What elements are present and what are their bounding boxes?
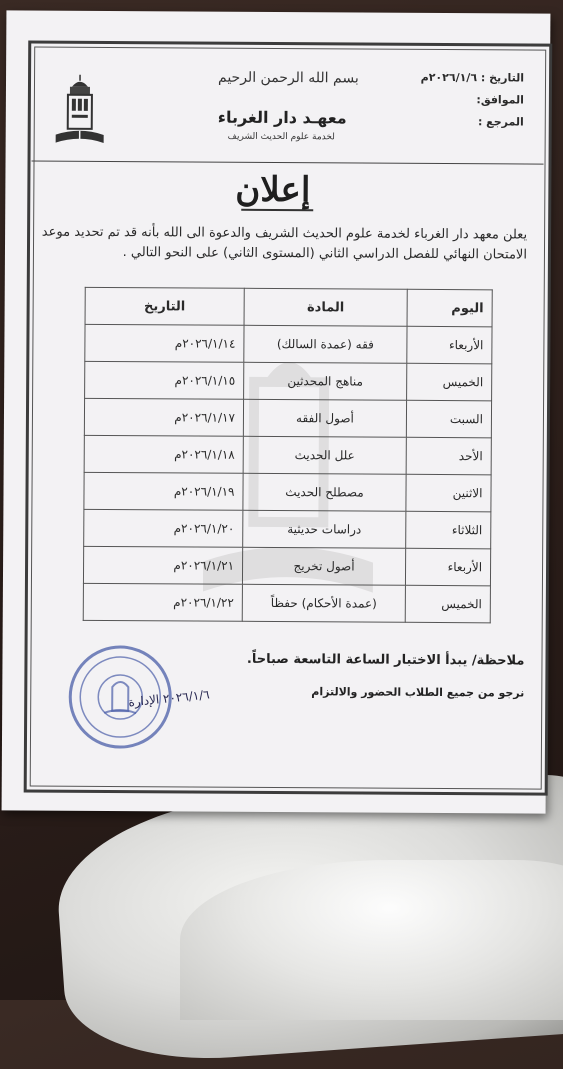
row-date: ٢٠٢٦/١/٢٠م: [84, 509, 243, 547]
row-subject: أصول تخريج: [242, 547, 405, 585]
row-subject: أصول الفقه: [243, 399, 406, 437]
background-cloth-fold: [180, 860, 563, 1020]
row-date: ٢٠٢٦/١/٢٢م: [83, 583, 242, 621]
exam-schedule-table: [83, 287, 493, 623]
institute-name: معهـد دار الغرباء: [217, 107, 347, 128]
row-day: الثلاثاء: [406, 511, 491, 549]
table-row: [84, 435, 491, 474]
date-label: التاريخ :: [480, 71, 525, 85]
basmala: بسم الله الرحمن الرحيم: [217, 69, 359, 87]
table-header-row: [85, 287, 492, 326]
row-day: الخميس: [407, 363, 492, 401]
row-subject: فقه (عمدة السالك): [244, 325, 407, 363]
exam-time-note: ملاحظة/ يبدأ الاختبار الساعة التاسعة صباحاً.: [246, 651, 525, 669]
attendance-request: نرجو من جميع الطلاب الحضور والالتزام: [311, 685, 525, 700]
announcement-title: إعلان: [235, 169, 311, 211]
table-row: [83, 583, 490, 622]
header-day: اليوم: [407, 289, 492, 327]
row-date: ٢٠٢٦/١/١٤م: [85, 324, 244, 362]
row-date: ٢٠٢٦/١/٢١م: [83, 546, 242, 584]
row-date: ٢٠٢٦/١/١٧م: [84, 398, 243, 436]
table-row: [83, 546, 490, 585]
header-subject: المادة: [244, 288, 407, 326]
row-date: ٢٠٢٦/١/١٥م: [85, 361, 244, 399]
institute-subtitle: لخدمة علوم الحديث الشريف: [227, 131, 335, 143]
table-row: [85, 324, 492, 363]
table-row: [85, 361, 492, 400]
table-row: [84, 472, 491, 511]
row-day: الاثنين: [406, 474, 491, 512]
corresponding-label: الموافق:: [476, 93, 524, 107]
table-row: [84, 509, 491, 548]
row-day: السبت: [406, 400, 491, 438]
reference-label: المرجع :: [477, 115, 524, 129]
row-day: الخميس: [405, 585, 490, 623]
row-subject: دراسات حديثية: [243, 510, 406, 548]
date-value: ٢٠٢٦/١/٦م: [420, 70, 478, 85]
signature-date: ٢٠٢٦/١/٦: [162, 687, 211, 706]
row-subject: (عمدة الأحكام) حفظاً: [242, 584, 405, 622]
signature-label: الإدارة: [127, 692, 160, 710]
announcement-paper: [2, 10, 551, 813]
title-underline: [241, 209, 313, 211]
date-line: [421, 71, 524, 85]
row-day: الأحد: [406, 437, 491, 475]
row-date: ٢٠٢٦/١/١٨م: [84, 435, 243, 473]
row-day: الأربعاء: [407, 326, 492, 364]
row-subject: علل الحديث: [243, 436, 406, 474]
table-row: [84, 398, 491, 437]
announcement-intro: يعلن معهد دار الغرباء لخدمة علوم الحديث الشريف والدعوة الى الله بأنه قد تم تحديد موعد الامتحان النهائي للفصل الدراسي الثاني (المستوى الثاني) على النحو التالي .: [41, 224, 528, 263]
row-day: الأربعاء: [405, 548, 490, 586]
row-date: ٢٠٢٦/١/١٩م: [84, 472, 243, 510]
header-date: التاريخ: [85, 287, 244, 325]
minaret-book-logo-icon: [52, 73, 108, 151]
row-subject: مناهج المحدثين: [244, 362, 407, 400]
row-subject: مصطلح الحديث: [243, 473, 406, 511]
